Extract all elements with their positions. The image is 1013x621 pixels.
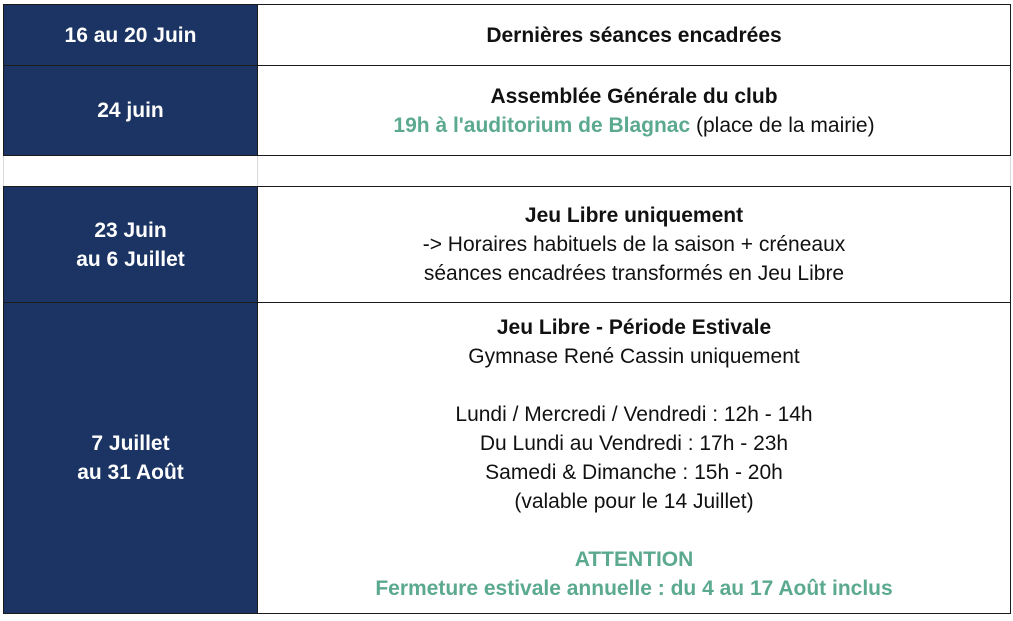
- event-detail: -> Horaires habituels de la saison + créneaux: [422, 233, 846, 256]
- hours-line: Du Lundi au Vendredi : 17h - 23h: [479, 432, 789, 455]
- date-label: au 31 Août: [77, 461, 184, 484]
- table-row: [4, 187, 1011, 303]
- event-cell: [258, 5, 1011, 66]
- location-detail: (place de la mairie): [690, 113, 875, 137]
- event-cell: [258, 303, 1011, 614]
- spacer-row: [4, 156, 1011, 187]
- event-title: Dernières séances encadrées: [486, 23, 782, 47]
- event-location: [258, 111, 1010, 140]
- date-cell: [4, 187, 258, 303]
- event-detail: séances encadrées transformés en Jeu Libre: [423, 262, 845, 285]
- event-subtitle: Gymnase René Cassin uniquement: [468, 345, 800, 368]
- date-cell: [4, 66, 258, 156]
- attention-label: ATTENTION: [574, 548, 694, 571]
- table-row: [4, 66, 1011, 156]
- hours-line: Samedi & Dimanche : 15h - 20h: [485, 461, 783, 484]
- date-label: 7 Juillet: [91, 432, 170, 455]
- hours-line: Lundi / Mercredi / Vendredi : 12h - 14h: [455, 403, 813, 426]
- date-label: 23 Juin: [94, 218, 167, 242]
- event-title: Assemblée Générale du club: [490, 84, 778, 108]
- event-cell: [258, 187, 1011, 303]
- closure-notice: Fermeture estivale annuelle : du 4 au 17 Août inclus: [375, 577, 893, 600]
- table-row: [4, 5, 1011, 66]
- spacer-cell: [258, 156, 1011, 187]
- date-label: au 6 Juillet: [76, 247, 185, 271]
- table-row: [4, 303, 1011, 614]
- blank-line: [258, 371, 1010, 400]
- date-cell: [4, 5, 258, 66]
- location-highlight: 19h à l'auditorium de Blagnac: [393, 113, 691, 137]
- date-label: 24 juin: [97, 99, 164, 122]
- event-title: Jeu Libre - Période Estivale: [496, 316, 772, 339]
- event-cell: [258, 66, 1011, 156]
- spacer-cell: [4, 156, 258, 187]
- schedule-table: [3, 4, 1011, 614]
- date-label: 16 au 20 Juin: [64, 23, 197, 47]
- event-title: Jeu Libre uniquement: [524, 204, 744, 227]
- blank-line: [258, 516, 1010, 545]
- date-cell: [4, 303, 258, 614]
- hours-note: (valable pour le 14 Juillet): [514, 490, 754, 513]
